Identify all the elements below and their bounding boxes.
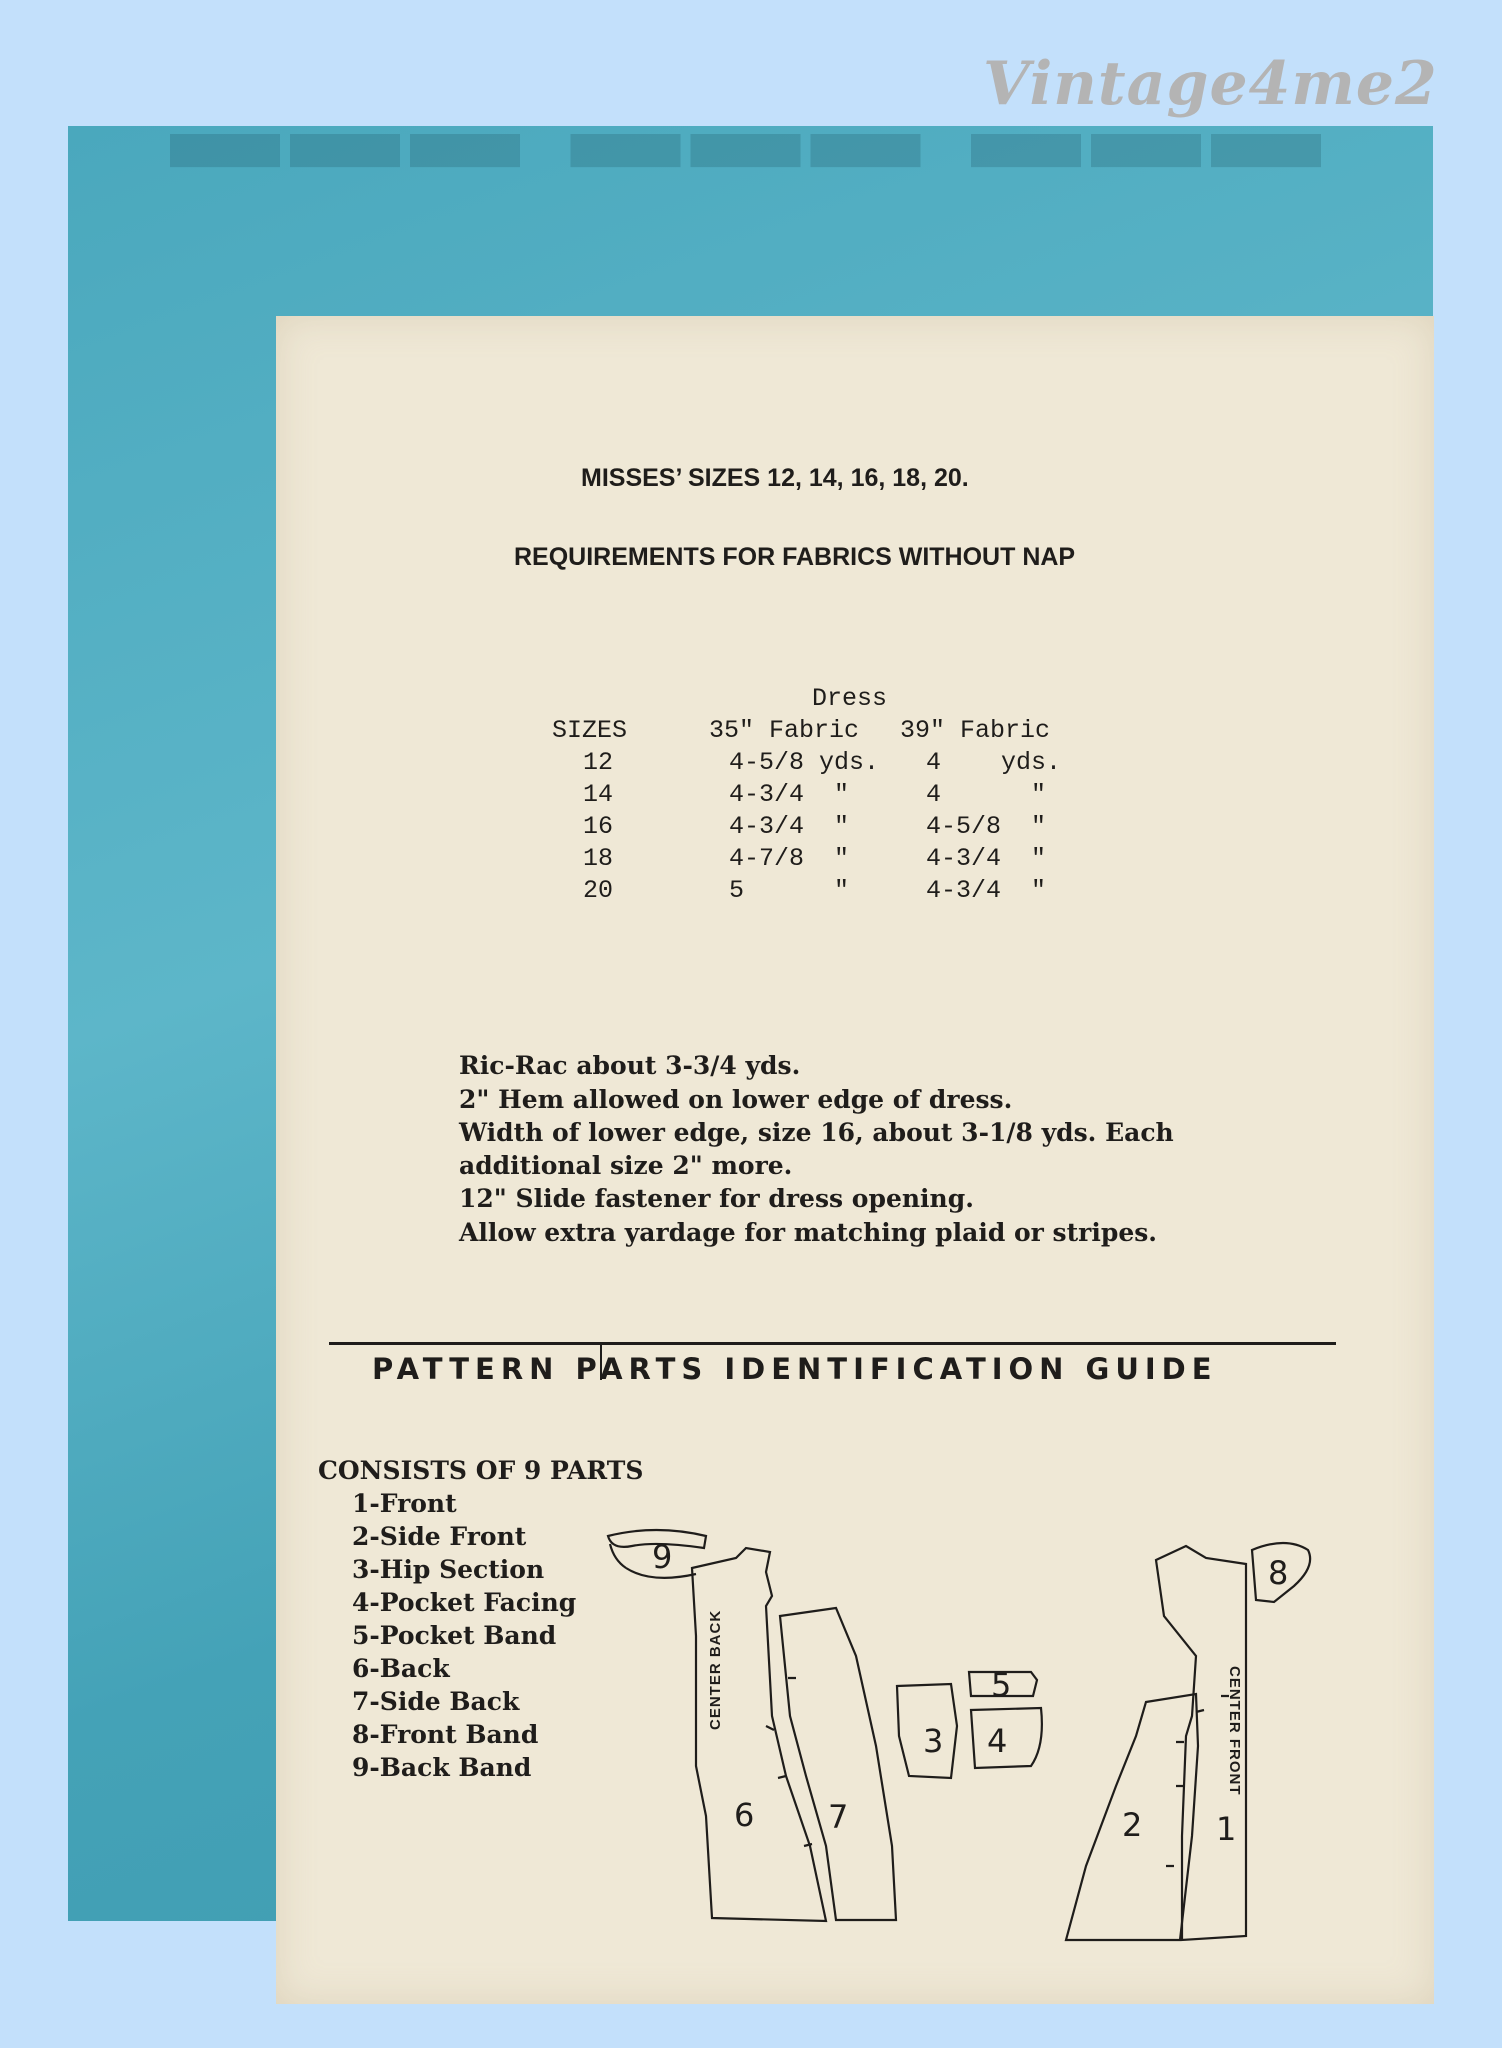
note-hem: 2" Hem allowed on lower edge of dress. — [459, 1085, 1013, 1114]
piece-number-2: 2 — [1122, 1806, 1143, 1844]
table-cell-size: 20 — [583, 876, 614, 905]
note-additional: additional size 2" more. — [459, 1151, 793, 1180]
table-group-label: Dress — [812, 684, 888, 713]
table-cell-39: 4-3/4 " — [926, 844, 1047, 873]
part-item: 9-Back Band — [352, 1753, 532, 1782]
watermark: Vintage4me2 — [983, 49, 1438, 119]
center-front-label: CENTER FRONT — [1226, 1666, 1243, 1796]
part-item: 5-Pocket Band — [352, 1621, 557, 1650]
note-ricrac: Ric-Rac about 3-3/4 yds. — [459, 1051, 801, 1080]
table-cell-size: 18 — [583, 844, 614, 873]
piece-number-8: 8 — [1268, 1554, 1289, 1592]
table-header-35: 35" Fabric — [709, 716, 860, 745]
table-header-39: 39" Fabric — [900, 716, 1051, 745]
guide-title: PATTERN PARTS IDENTIFICATION GUIDE — [372, 1352, 1218, 1386]
sizes-heading: MISSES’ SIZES 12, 14, 16, 18, 20. — [581, 464, 969, 492]
table-cell-35: 4-3/4 " — [729, 812, 850, 841]
part-item: 2-Side Front — [352, 1522, 527, 1551]
piece-back-outline — [692, 1548, 826, 1921]
piece-number-3: 3 — [923, 1722, 944, 1760]
part-item: 4-Pocket Facing — [352, 1588, 577, 1617]
part-item: 3-Hip Section — [352, 1555, 545, 1584]
table-cell-39: 4 yds. — [926, 748, 1062, 777]
table-cell-size: 16 — [583, 812, 614, 841]
table-cell-39: 4-5/8 " — [926, 812, 1047, 841]
table-cell-35: 4-3/4 " — [729, 780, 850, 809]
piece-number-1: 1 — [1216, 1810, 1237, 1848]
table-cell-size: 14 — [583, 780, 614, 809]
table-cell-35: 4-5/8 yds. — [729, 748, 880, 777]
note-plaid: Allow extra yardage for matching plaid or stripes. — [459, 1218, 1158, 1247]
part-item: 8-Front Band — [352, 1720, 539, 1749]
part-item: 6-Back — [352, 1654, 450, 1683]
pocket-pieces-diagram — [891, 1666, 1061, 1796]
pattern-envelope — [68, 110, 1433, 1921]
piece-number-5: 5 — [991, 1666, 1012, 1704]
piece-number-4: 4 — [987, 1722, 1008, 1760]
piece-number-9: 9 — [652, 1538, 673, 1576]
note-width: Width of lower edge, size 16, about 3-1/8 yds. Each — [459, 1118, 1174, 1147]
piece-number-7: 7 — [828, 1798, 849, 1836]
piece-number-6: 6 — [734, 1796, 755, 1834]
note-fastener: 12" Slide fastener for dress opening. — [459, 1184, 974, 1213]
table-cell-39: 4 " — [926, 780, 1047, 809]
table-cell-35: 4-7/8 " — [729, 844, 850, 873]
part-item: 7-Side Back — [352, 1687, 520, 1716]
table-cell-39: 4-3/4 " — [926, 876, 1047, 905]
center-back-label: CENTER BACK — [707, 1609, 724, 1730]
requirements-heading: REQUIREMENTS FOR FABRICS WITHOUT NAP — [514, 543, 1076, 571]
table-header-sizes: SIZES — [552, 716, 628, 745]
table-cell-size: 12 — [583, 748, 614, 777]
front-pieces-diagram — [1046, 1536, 1366, 1966]
table-cell-35: 5 " — [729, 876, 850, 905]
ghost-print-through: ▬▬▬ ▬▬▬ ▬▬▬ — [169, 110, 1332, 233]
part-item: 1-Front — [352, 1489, 457, 1518]
divider-rule — [329, 1342, 1336, 1345]
instruction-panel — [276, 316, 1434, 2004]
parts-count-heading: CONSISTS OF 9 PARTS — [318, 1456, 644, 1485]
piece-side-back-outline — [780, 1608, 896, 1920]
